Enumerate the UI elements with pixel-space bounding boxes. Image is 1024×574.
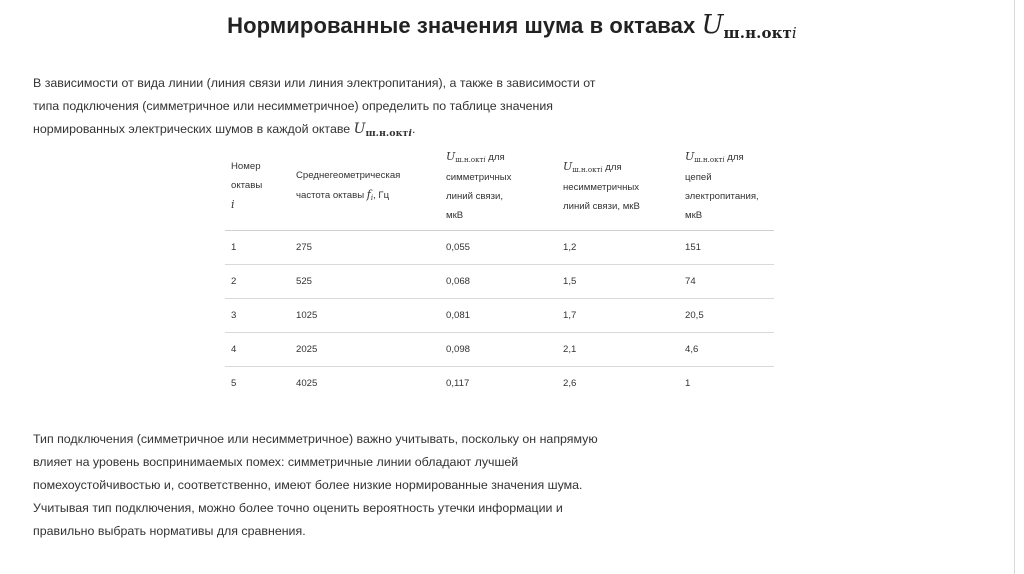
page-title-subscript xyxy=(724,24,797,42)
table-cell: 1025 xyxy=(290,299,440,333)
intro-symbol: U xyxy=(353,121,366,137)
table-cell: 4 xyxy=(225,333,290,367)
table-row xyxy=(225,265,774,299)
header-subscript-index: i xyxy=(722,156,725,164)
header-text: октавы xyxy=(231,180,263,191)
header-text: цепей xyxy=(685,172,712,183)
page-title-text: Нормированные значения шума в октавах xyxy=(227,13,696,38)
header-octave-number xyxy=(225,146,290,231)
header-symbol: U xyxy=(685,150,695,163)
outro-line: Тип подключения (симметричное или несимметричное) важно учитывать, поскольку он напрямую xyxy=(33,432,598,446)
intro-subscript xyxy=(365,128,411,139)
header-unit: , Гц xyxy=(373,190,390,201)
table-row xyxy=(225,367,774,401)
table-cell: 5 xyxy=(231,378,237,389)
table-cell: 151 xyxy=(679,231,774,265)
outro-line: помехоустойчивостью и, соответственно, имеют более низкие нормированные значения шума. xyxy=(33,478,583,492)
header-var: i xyxy=(231,198,235,211)
header-var-sub: i xyxy=(370,194,374,202)
header-subscript-index: i xyxy=(600,165,603,174)
header-text: электропитания, xyxy=(685,191,759,202)
table-cell: 1 xyxy=(685,378,691,389)
table-cell: 1,7 xyxy=(557,299,679,333)
table-cell: 1,5 xyxy=(557,265,679,299)
table-cell: 20,5 xyxy=(679,299,774,333)
header-subscript xyxy=(455,156,485,164)
header-text: несимметричных xyxy=(563,181,640,193)
table-cell: 0,098 xyxy=(440,333,557,367)
header-text: Среднегеометрическая xyxy=(296,170,401,181)
table-row xyxy=(225,333,774,367)
table-cell: 1,2 xyxy=(557,231,679,265)
header-symbol: U xyxy=(446,150,456,163)
page-title-subscript-text: ш.н.окт xyxy=(723,24,792,42)
table-row xyxy=(225,231,774,265)
page-title-subscript-index: i xyxy=(791,24,797,42)
header-subscript-text: ш.н.окт xyxy=(694,156,723,164)
header-text: для xyxy=(488,152,505,163)
table-cell: 74 xyxy=(679,265,774,299)
header-text: мкВ xyxy=(446,210,464,221)
header-text: линий связи, xyxy=(446,191,504,202)
table-cell: 1 xyxy=(225,231,290,265)
table-cell: 0,117 xyxy=(446,378,470,389)
outro-line: влияет на уровень воспринимаемых помех: симметричные линии обладают лучшей xyxy=(33,455,519,469)
header-subscript xyxy=(572,166,602,174)
page-edge-divider xyxy=(1014,0,1015,574)
outro-line: правильно выбрать нормативы для сравнения. xyxy=(33,524,306,538)
intro-line: В зависимости от вида линии (линия связи или линия электропитания), а также в зависимости от xyxy=(33,76,596,90)
table-cell: 3 xyxy=(225,299,290,333)
header-power-circuits xyxy=(679,146,774,231)
table-cell: 2,1 xyxy=(557,333,679,367)
header-frequency xyxy=(290,146,440,231)
page-title-symbol: U xyxy=(701,10,724,40)
intro-line xyxy=(33,118,653,142)
header-asymmetric-comm xyxy=(557,146,679,231)
header-subscript-text: ш.н.окт xyxy=(572,165,601,174)
table-cell: 0,068 xyxy=(440,265,557,299)
header-subscript-index: i xyxy=(483,156,486,164)
conclusion-paragraph xyxy=(33,428,673,543)
header-symbol: U xyxy=(563,159,573,173)
table-cell: 525 xyxy=(290,265,440,299)
table-cell: 0,081 xyxy=(440,299,557,333)
header-text: симметричных xyxy=(446,172,512,183)
intro-paragraph xyxy=(33,72,653,142)
table-header-row xyxy=(225,146,774,231)
table-cell: 2025 xyxy=(290,333,440,367)
header-text: линий связи, мкВ xyxy=(563,200,640,212)
header-text: для xyxy=(605,161,622,173)
header-text: для xyxy=(727,152,744,163)
table-cell: 4,6 xyxy=(679,333,774,367)
header-text: частота октавы xyxy=(296,190,365,201)
header-text: мкВ xyxy=(685,210,703,221)
header-subscript xyxy=(694,156,724,164)
header-subscript-text: ш.н.окт xyxy=(455,156,484,164)
outro-line: Учитывая тип подключения, можно более точно оценить вероятность утечки информации и xyxy=(33,501,563,515)
table-cell: 2 xyxy=(225,265,290,299)
noise-table xyxy=(225,146,774,400)
page-title xyxy=(0,10,1024,40)
intro-line: типа подключения (симметричное или несимметричное) определить по таблице значения xyxy=(33,99,554,113)
table-cell: 0,055 xyxy=(440,231,557,265)
header-symmetric-comm xyxy=(440,146,557,231)
table-cell: 4025 xyxy=(296,378,318,389)
intro-suffix: . xyxy=(411,122,416,136)
intro-subscript-text: ш.н.окт xyxy=(365,128,409,139)
table-row xyxy=(225,299,774,333)
header-var: f xyxy=(366,188,371,201)
header-text: Номер xyxy=(231,161,261,172)
table-cell: 275 xyxy=(290,231,440,265)
intro-subscript-index: i xyxy=(408,128,412,139)
intro-line-text: нормированных электрических шумов в каждой октаве xyxy=(33,122,351,136)
table-cell: 2,6 xyxy=(563,378,577,389)
